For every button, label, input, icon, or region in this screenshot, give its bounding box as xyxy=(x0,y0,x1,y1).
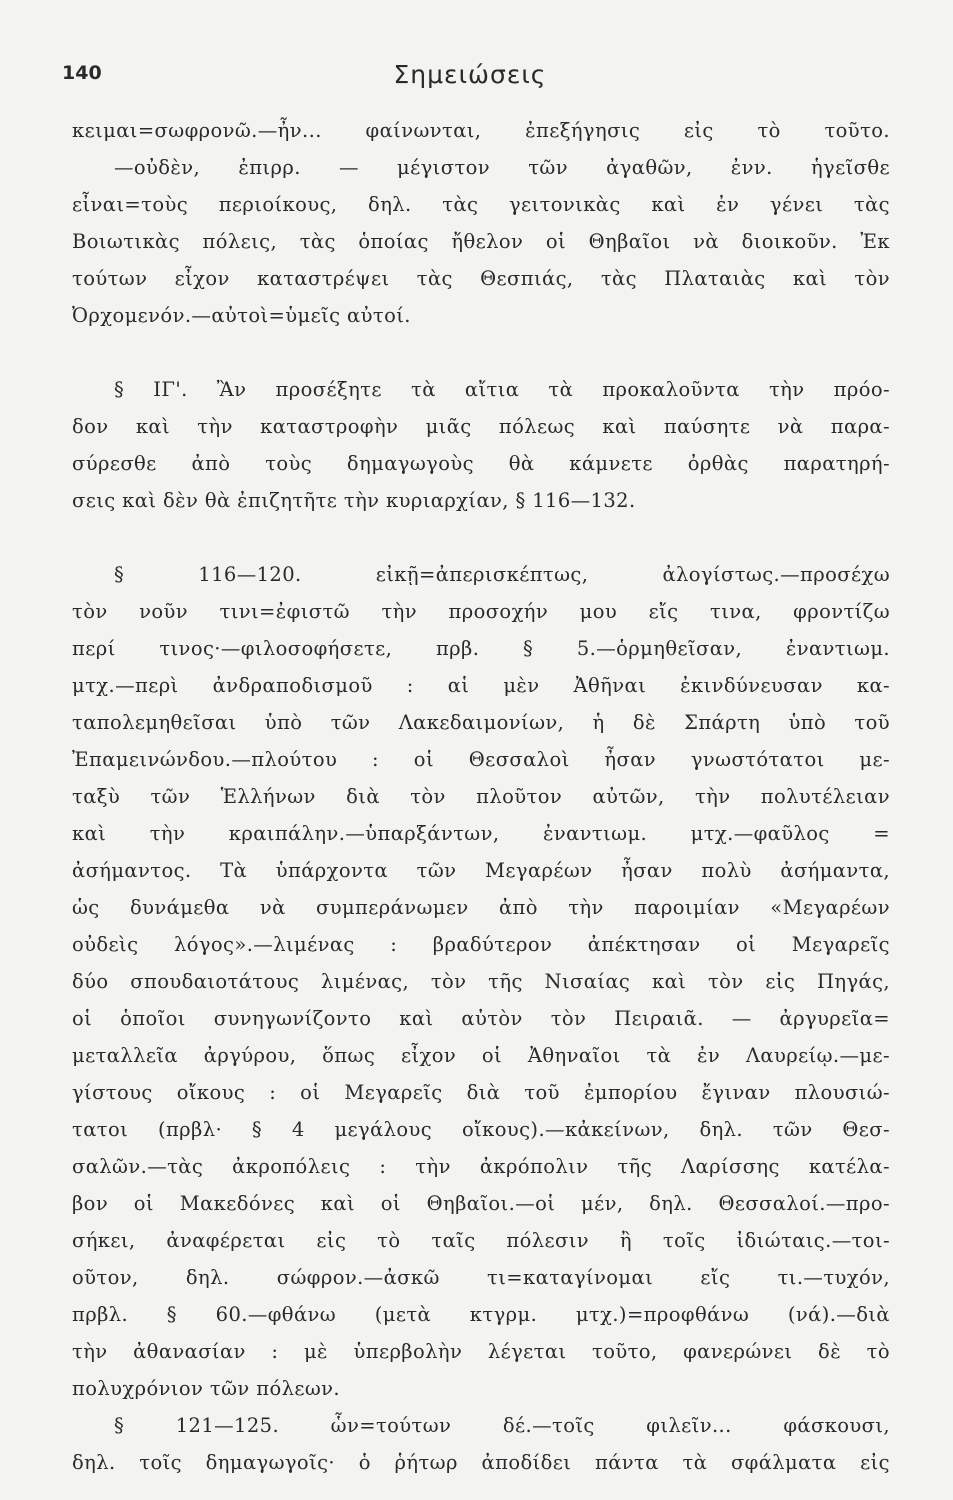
notes-section-116-120 xyxy=(72,556,890,1407)
text-line: καὶ τὴν κραιπάλην.—ὑπαρξάντων, ἐναντιωμ. μτχ.—φαῦλος = xyxy=(72,822,890,845)
text-line: δον καὶ τὴν καταστροφὴν μιᾶς πόλεως καὶ παύσητε νὰ παρα- xyxy=(72,415,890,438)
text-line: § 116—120. εἰκῇ=ἀπερισκέπτως, ἀλογίστως.—προσέχω xyxy=(114,563,890,586)
page-header xyxy=(62,56,878,96)
text-line: δηλ. τοῖς δημαγωγοῖς· ὁ ῥήτωρ ἀποδίδει πάντα τὰ σφάλματα εἰς xyxy=(72,1451,890,1474)
text-line: βον οἱ Μακεδόνες καὶ οἱ Θηβαῖοι.—οἱ μέν, δηλ. Θεσσαλοί.—προ- xyxy=(72,1192,890,1215)
text-line: οἱ ὁποῖοι συνηγωνίζοντο καὶ αὐτὸν τὸν Πειραιᾶ. — ἀργυρεῖα= xyxy=(72,1007,890,1030)
text-line: τατοι (πρβλ· § 4 μεγάλους οἴκους).—κἀκείνων, δηλ. τῶν Θεσ- xyxy=(72,1118,890,1141)
text-line: μτχ.—περὶ ἀνδραποδισμοῦ : αἱ μὲν Ἀθῆναι ἐκινδύνευσαν κα- xyxy=(72,674,890,697)
text-line: τούτων εἶχον καταστρέψει τὰς Θεσπιάς, τὰς Πλαταιὰς καὶ τὸν xyxy=(72,267,890,290)
text-line: μεταλλεῖα ἀργύρου, ὅπως εἶχον οἱ Ἀθηναῖοι τὰ ἐν Λαυρείῳ.—με- xyxy=(72,1044,890,1067)
text-line: Ἐπαμεινώνδου.—πλούτου : οἱ Θεσσαλοὶ ἦσαν γνωστότατοι με- xyxy=(72,748,890,771)
text-line: Βοιωτικὰς πόλεις, τὰς ὁποίας ἤθελον οἱ Θηβαῖοι νὰ διοικοῦν. Ἐκ xyxy=(72,230,890,253)
text-line: τὸν νοῦν τινι=ἐφιστῶ τὴν προσοχήν μου εἴς τινα, φροντίζω xyxy=(72,600,890,623)
text-line: οῦτον, δηλ. σώφρον.—ἀσκῶ τι=καταγίνομαι εἴς τι.—τυχόν, xyxy=(72,1266,890,1289)
text-line: κειμαι=σωφρονῶ.—ἦν... φαίνωνται, ἐπεξήγησις εἰς τὸ τοῦτο. xyxy=(72,119,890,142)
text-line: οὐδεὶς λόγος».—λιμένας : βραδύτερον ἀπέκτησαν οἱ Μεγαρεῖς xyxy=(72,933,890,956)
notes-section-121-125 xyxy=(72,1407,890,1481)
text-line: —οὐδὲν, ἐπιρρ. — μέγιστον τῶν ἀγαθῶν, ἐνν. ἡγεῖσθε xyxy=(114,156,890,179)
text-line: § ΙΓ'. Ἂν προσέξητε τὰ αἴτια τὰ προκαλοῦντα τὴν πρόο- xyxy=(114,378,890,401)
text-line: τὴν ἀθανασίαν : μὲ ὑπερβολὴν λέγεται τοῦτο, φανερώνει δὲ τὸ xyxy=(72,1340,890,1363)
text-line: σήκει, ἀναφέρεται εἰς τὸ ταῖς πόλεσιν ἢ τοῖς ἰδιώταις.—τοι- xyxy=(72,1229,890,1252)
text-line: σύρεσθε ἀπὸ τοὺς δημαγωγοὺς θὰ κάμνετε ὀρθὰς παρατηρή- xyxy=(72,452,890,475)
text-line: ταπολεμηθεῖσαι ὑπὸ τῶν Λακεδαιμονίων, ἡ δὲ Σπάρτη ὑπὸ τοῦ xyxy=(72,711,890,734)
notes-block-1 xyxy=(72,112,890,334)
text-line: σαλῶν.—τὰς ἀκροπόλεις : τὴν ἀκρόπολιν τῆς Λαρίσσης κατέλα- xyxy=(72,1155,890,1178)
text-line: εἶναι=τοὺς περιοίκους, δηλ. τὰς γειτονικὰς καὶ ἐν γένει τὰς xyxy=(72,193,890,216)
text-line: πολυχρόνιον τῶν πόλεων. xyxy=(72,1377,340,1400)
text-line: ὡς δυνάμεθα νὰ συμπεράνωμεν ἀπὸ τὴν παροιμίαν «Μεγαρέων xyxy=(72,896,890,919)
running-title: Σημειώσεις xyxy=(393,60,547,89)
text-line: δύο σπουδαιοτάτους λιμένας, τὸν τῆς Νισαίας καὶ τὸν εἰς Πηγάς, xyxy=(72,970,890,993)
text-line: Ὀρχομενόν.—αὐτοὶ=ὑμεῖς αὐτοί. xyxy=(72,304,411,327)
page-number: 140 xyxy=(62,62,102,84)
text-line: πρβλ. § 60.—φθάνω (μετὰ κτγρμ. μτχ.)=προφθάνω (νά).—διὰ xyxy=(72,1303,890,1326)
text-line: § 121—125. ὧν=τούτων δέ.—τοῖς φιλεῖν... φάσκουσι, xyxy=(114,1414,890,1437)
section-summary xyxy=(72,371,890,519)
text-line: ἀσήμαντος. Τὰ ὑπάρχοντα τῶν Μεγαρέων ἦσαν πολὺ ἀσήμαντα, xyxy=(72,859,890,882)
body-text xyxy=(72,112,890,1481)
text-line: περί τινος·—φιλοσοφήσετε, πρβ. § 5.—ὁρμηθεῖσαν, ἐναντιωμ. xyxy=(72,637,890,660)
text-line: ταξὺ τῶν Ἑλλήνων διὰ τὸν πλοῦτον αὐτῶν, τὴν πολυτέλειαν xyxy=(72,785,890,808)
text-line: γίστους οἴκους : οἱ Μεγαρεῖς διὰ τοῦ ἐμπορίου ἔγιναν πλουσιώ- xyxy=(72,1081,890,1104)
text-line: σεις καὶ δὲν θὰ ἐπιζητῆτε τὴν κυριαρχίαν, § 116—132. xyxy=(72,489,636,512)
